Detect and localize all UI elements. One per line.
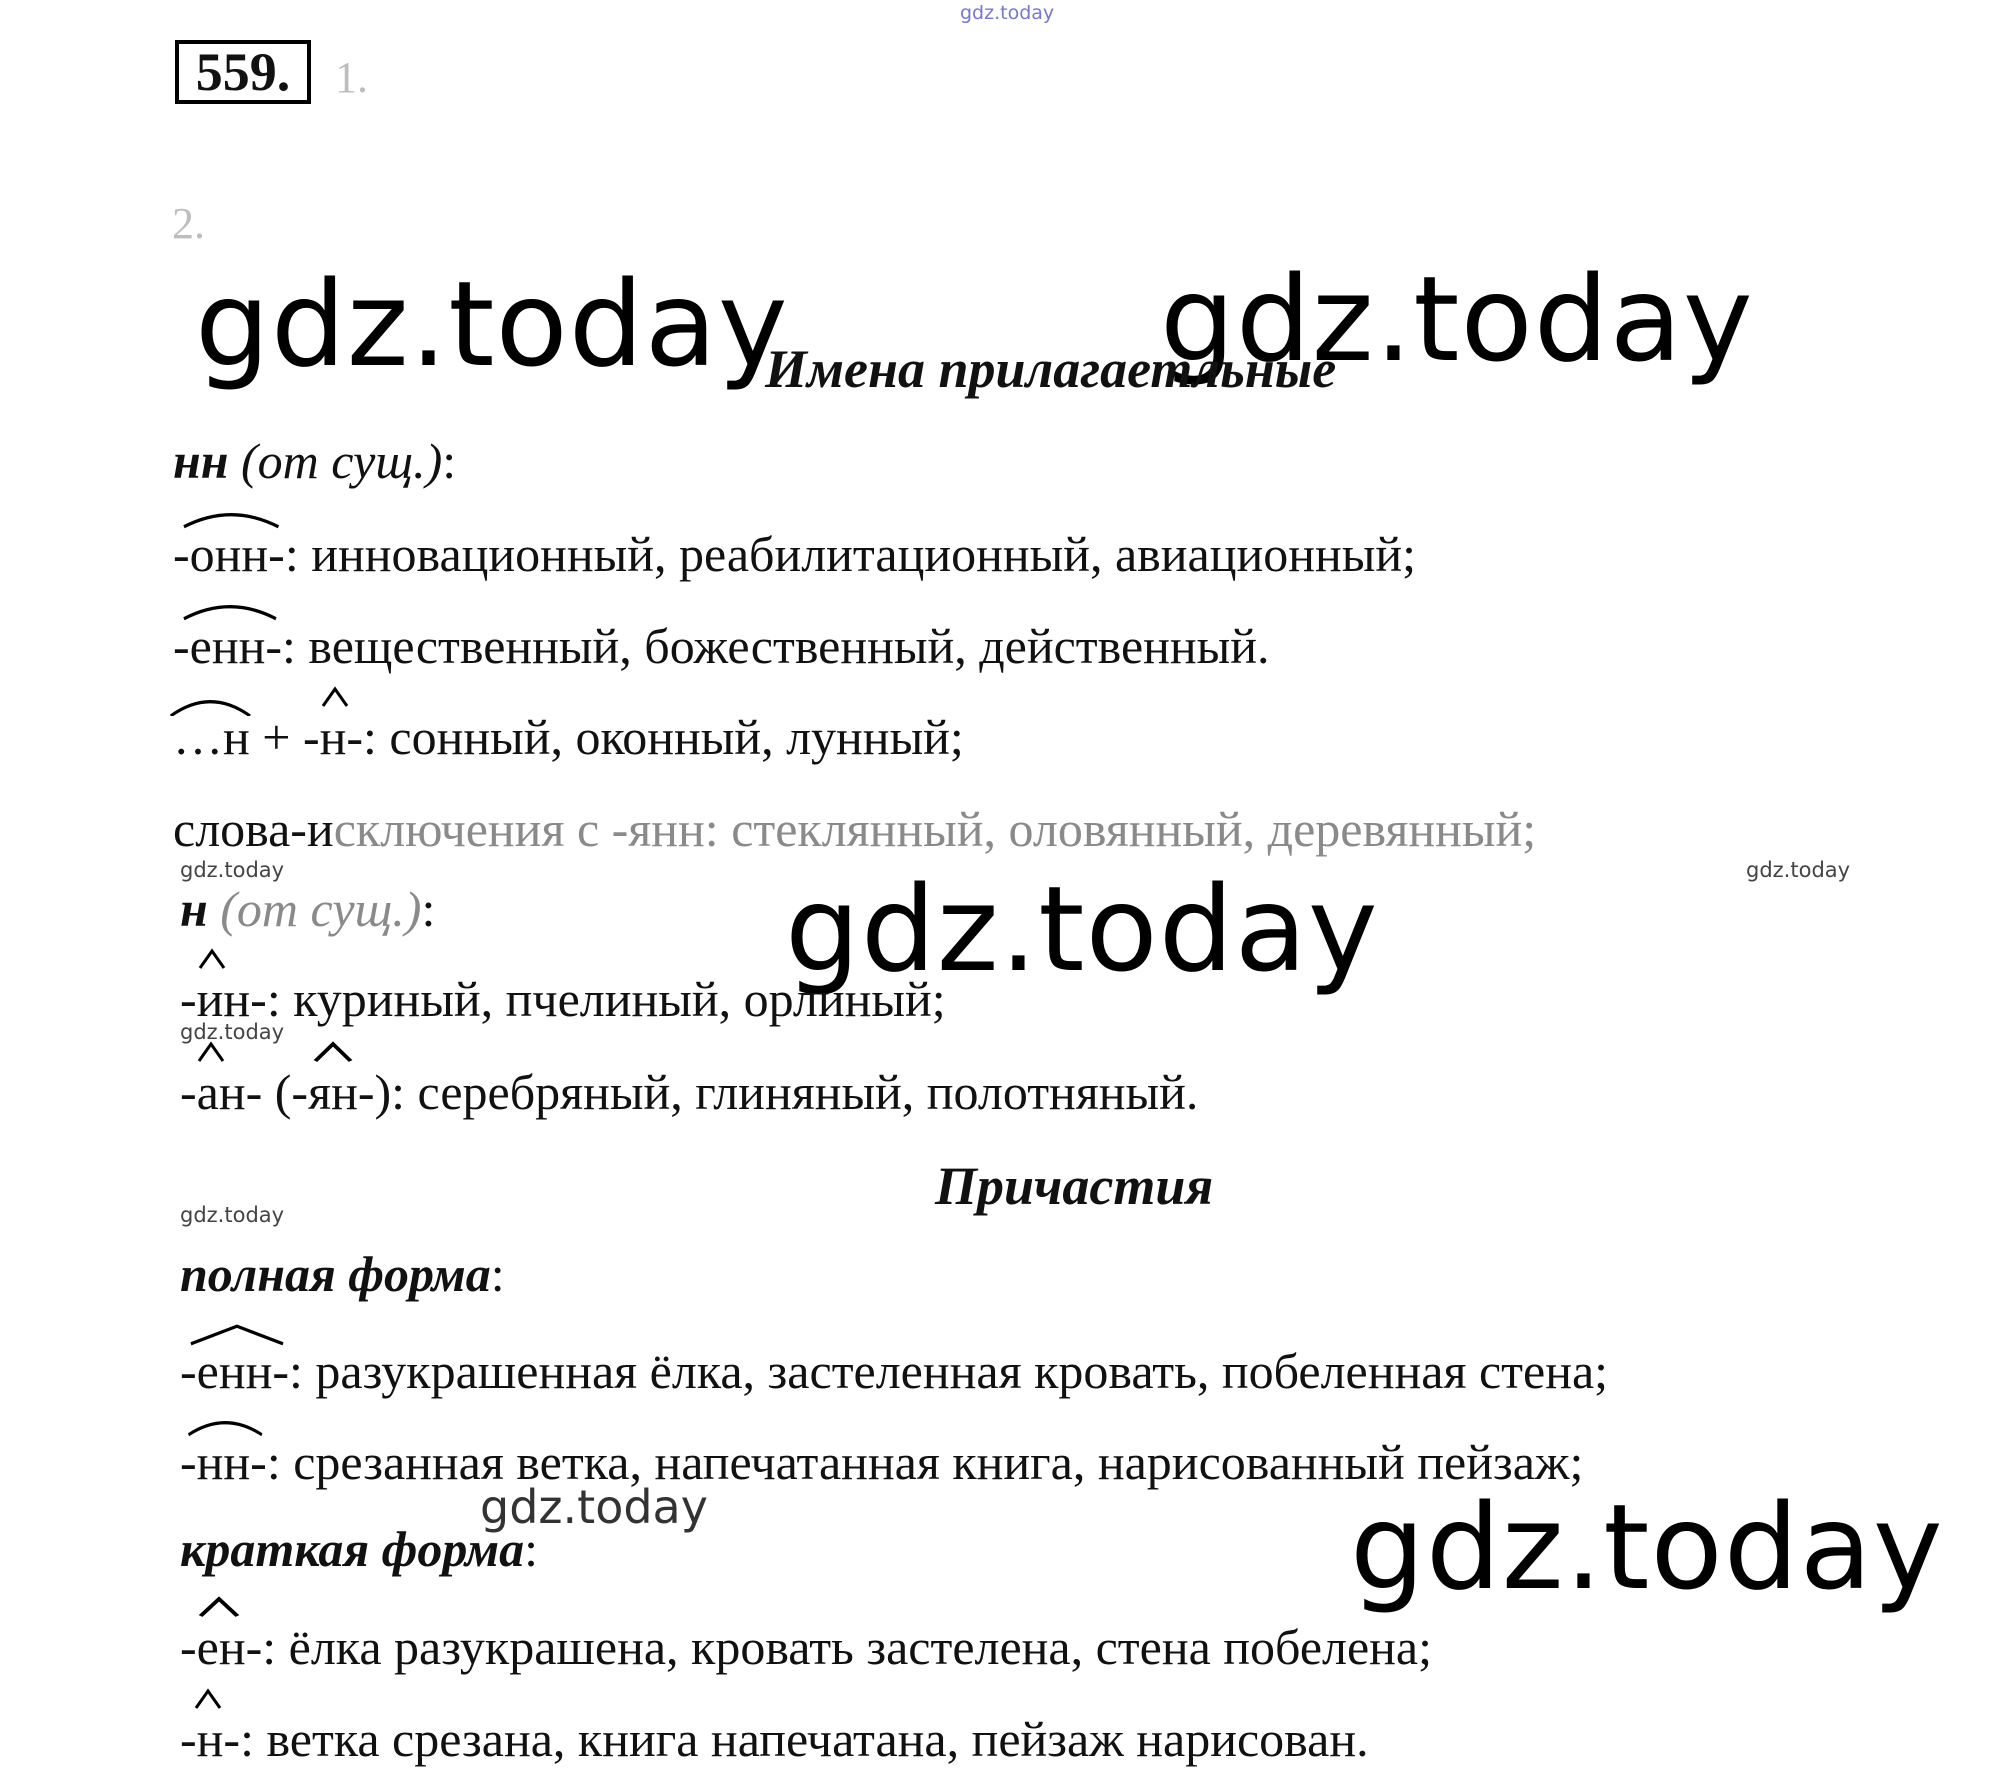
short-form-header: краткая форма: [180, 1521, 539, 1577]
nn-note: (от сущ.) [241, 433, 443, 489]
suffix-enn: -енн- [173, 617, 282, 675]
nn-label: нн [173, 433, 229, 489]
suffix-en: -ен- [180, 1618, 262, 1676]
suffix-n: -н- [180, 1710, 240, 1768]
suffix-nn: -нн- [180, 1433, 267, 1491]
part-enn-line [180, 1342, 1608, 1400]
watermark-small: gdz.today [1746, 858, 1851, 882]
suffix-arc-icon [187, 1415, 263, 1437]
colon: : [442, 433, 457, 489]
watermark-large-left: gdz.today [195, 255, 789, 393]
adj-exceptions-line: слова-исключения с -янн: стеклянный, оловянный, деревянный; [173, 801, 1537, 857]
onn-examples: : инновационный, реабилитационный, авиационный; [284, 526, 1416, 582]
part-1-label: 1. [335, 53, 368, 102]
adj-in-line [180, 970, 946, 1028]
adj-enn-line [173, 617, 1270, 675]
watermark-small: gdz.today [180, 1203, 285, 1227]
suffix-an: -ан- [180, 1063, 262, 1121]
exercise-number: 559. [175, 40, 311, 104]
full-form-label: полная форма [180, 1246, 491, 1302]
adj-an-line: -ан- ( -ян-): серебряный, глиняный, полотняный. [180, 1063, 1198, 1121]
watermark-large-bottom: gdz.today [1350, 1478, 1944, 1616]
suffix-hat-icon [311, 1041, 355, 1063]
part-nn-line [180, 1433, 1583, 1491]
suffix-onn: -онн- [173, 525, 285, 583]
n-label: н [180, 881, 208, 937]
suffix-hat-icon [196, 1041, 226, 1063]
suffix-arc-icon [182, 507, 280, 529]
part-n-line [180, 1710, 1369, 1768]
adj-root-n-line: …н + -н-: сонный, оконный, лунный; [173, 708, 964, 766]
exceptions-faded-text: сключения с -янн: стеклянный, оловянный, деревянный; [333, 801, 1537, 857]
suffix-hat-icon [320, 686, 350, 708]
suffix-n: -н- [303, 708, 363, 766]
full-form-header: полная форма: [180, 1246, 505, 1302]
watermark-small: gdz.today [180, 1020, 285, 1044]
part-n-examples: : ветка срезана, книга напечатана, пейзаж нарисован. [240, 1711, 1369, 1767]
part-en-examples: : ёлка разукрашена, кровать застелена, стена побелена; [262, 1619, 1433, 1675]
part-en-line [180, 1618, 1432, 1676]
n-header [180, 880, 435, 938]
suffix-in: -ин- [180, 970, 267, 1028]
in-examples: : куриный, пчелиный, орлиный; [266, 971, 946, 1027]
suffix-yan: -ян- [291, 1063, 374, 1121]
adj-onn-line [173, 525, 1416, 583]
section-title-adjectives: Имена прилагаетльные [765, 339, 1337, 399]
suffix-hat-icon [196, 1596, 242, 1618]
nn-header [173, 432, 456, 490]
suffix-hat-icon [193, 1688, 223, 1710]
section-title-participles: Причастия [935, 1156, 1214, 1216]
watermark-medium: gdz.today [480, 1480, 708, 1534]
root-arc-icon [169, 694, 252, 716]
suffix-arc-icon [182, 599, 278, 621]
part-2-label: 2. [172, 199, 205, 248]
root-n: …н [173, 708, 250, 766]
suffix-arc-icon [189, 1324, 285, 1346]
part-enn-examples: : разукрашенная ёлка, застеленная кровать, побеленная стена; [289, 1343, 1609, 1399]
watermark-large-right: gdz.today [1160, 250, 1754, 388]
colon: : [421, 881, 436, 937]
suffix-hat-icon [197, 948, 227, 970]
short-form-label: краткая форма [180, 1521, 525, 1577]
n-note: (от сущ.) [220, 881, 422, 937]
root-n-examples: : сонный, оконный, лунный; [363, 709, 964, 765]
part-nn-examples: : срезанная ветка, напечатанная книга, нарисованный пейзаж; [266, 1434, 1584, 1490]
watermark-top: gdz.today [960, 2, 1055, 24]
watermark-large-center: gdz.today [785, 860, 1379, 998]
an-examples: ): серебряный, глиняный, полотняный. [374, 1064, 1199, 1120]
suffix-enn: -енн- [180, 1342, 289, 1400]
watermark-small: gdz.today [180, 858, 285, 882]
enn-examples: : вещественный, божественный, действенный. [282, 618, 1270, 674]
